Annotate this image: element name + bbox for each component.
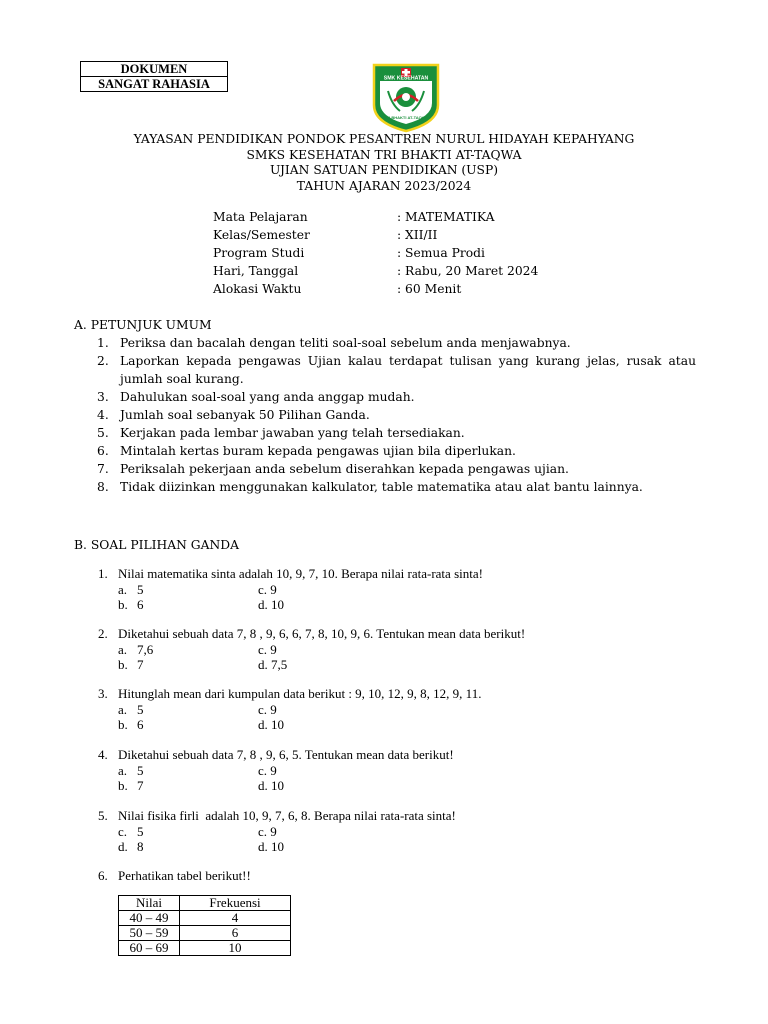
question-number: 6.	[98, 868, 108, 883]
table-cell: 50 – 59	[119, 926, 180, 941]
option-right: d. 10	[258, 778, 284, 793]
stamp-line-1: DOKUMEN	[120, 62, 188, 76]
table-header: Frekuensi	[180, 896, 291, 911]
option-letter: b.	[118, 717, 128, 732]
table-cell: 60 – 69	[119, 941, 180, 956]
option-letter: a.	[118, 642, 128, 657]
option-value: 7	[137, 778, 144, 793]
instruction-item	[74, 478, 696, 496]
question-number: 5.	[98, 808, 108, 823]
instruction-text: Laporkan kepada pengawas Ujian kalau terdapat tulisan yang kurang jelas, rusak atau jumlah soal kurang.	[120, 354, 696, 386]
instruction-text: Mintalah kertas buram kepada pengawas ujian bila diperlukan.	[120, 444, 516, 458]
option-letter: a.	[118, 582, 128, 597]
info-label: Hari, Tanggal	[213, 264, 299, 278]
instruction-number: 5.	[97, 426, 109, 440]
option-right: d. 7,5	[258, 657, 288, 672]
question-3	[98, 686, 481, 732]
instruction-item	[74, 406, 696, 424]
question-text: Perhatikan tabel berikut!!	[118, 868, 251, 883]
header-year: TAHUN AJARAN 2023/2024	[296, 178, 472, 193]
instruction-number: 1.	[97, 336, 109, 350]
info-label: Kelas/Semester	[213, 228, 310, 242]
option-right: c. 9	[258, 702, 277, 717]
instruction-item	[74, 424, 696, 442]
header-school: SMKS KESEHATAN TRI BHAKTI AT-TAQWA	[246, 147, 522, 162]
option-letter: a.	[118, 763, 128, 778]
question-1	[98, 566, 483, 612]
info-value: : Rabu, 20 Maret 2024	[397, 264, 539, 278]
option-row	[98, 597, 483, 612]
instruction-item	[74, 460, 696, 478]
option-right: c. 9	[258, 763, 277, 778]
document-header	[0, 132, 768, 194]
info-row	[213, 226, 613, 244]
option-right: d. 10	[258, 717, 284, 732]
info-label: Alokasi Waktu	[213, 282, 302, 296]
info-row	[213, 280, 613, 298]
option-row	[98, 824, 456, 839]
question-number: 2.	[98, 626, 108, 641]
question-2	[98, 626, 525, 672]
option-value: 7,6	[137, 642, 154, 657]
info-row	[213, 262, 613, 280]
info-value: : 60 Menit	[397, 282, 462, 296]
option-letter: b.	[118, 657, 128, 672]
section-a-title: A. PETUNJUK UMUM	[74, 318, 212, 332]
question-text: Diketahui sebuah data 7, 8 , 9, 6, 6, 7, 8, 10, 9, 6. Tentukan mean data berikut!	[118, 626, 526, 641]
info-value: : MATEMATIKA	[397, 210, 495, 224]
table-cell: 6	[180, 926, 291, 941]
instruction-item	[74, 388, 696, 406]
question-text: Diketahui sebuah data 7, 8 , 9, 6, 5. Tentukan mean data berikut!	[118, 747, 454, 762]
instruction-number: 2.	[97, 354, 109, 368]
option-letter: b.	[118, 778, 128, 793]
instruction-item	[74, 334, 696, 352]
question-number: 3.	[98, 686, 108, 701]
info-value: : Semua Prodi	[397, 246, 485, 260]
option-right: c. 9	[258, 642, 277, 657]
logo-bottom-text: TRI BHAKTI AT-TAQWA	[383, 115, 429, 120]
option-row	[98, 582, 483, 597]
stamp-line-2: SANGAT RAHASIA	[81, 76, 227, 91]
instruction-text: Kerjakan pada lembar jawaban yang telah tersediakan.	[120, 426, 465, 440]
instruction-text: Tidak diizinkan menggunakan kalkulator, table matematika atau alat bantu lainnya.	[120, 480, 643, 494]
section-b-title: B. SOAL PILIHAN GANDA	[74, 538, 239, 552]
option-letter: c.	[118, 824, 128, 839]
question-text: Nilai matematika sinta adalah 10, 9, 7, 10. Berapa nilai rata-rata sinta!	[118, 566, 483, 581]
option-letter: b.	[118, 597, 128, 612]
option-letter: d.	[118, 839, 128, 854]
table-cell: 10	[180, 941, 291, 956]
table-header: Nilai	[119, 896, 180, 911]
info-label: Mata Pelajaran	[213, 210, 308, 224]
option-row	[98, 717, 481, 732]
question-text: Nilai fisika firli adalah 10, 9, 7, 6, 8. Berapa nilai rata-rata sinta!	[118, 808, 456, 823]
instruction-item	[74, 352, 696, 388]
header-exam: UJIAN SATUAN PENDIDIKAN (USP)	[269, 163, 499, 177]
question-6	[98, 868, 251, 884]
table-row	[119, 941, 291, 956]
instruction-item	[74, 442, 696, 460]
option-value: 6	[137, 717, 144, 732]
logo-top-text: SMK KESEHATAN	[383, 75, 429, 82]
table-row	[119, 911, 291, 926]
frequency-table	[118, 895, 291, 956]
option-row	[98, 778, 454, 793]
question-text: Hitunglah mean dari kumpulan data berikut : 9, 10, 12, 9, 8, 12, 9, 11.	[118, 686, 482, 701]
option-value: 8	[137, 839, 144, 854]
option-row	[98, 642, 525, 657]
instruction-number: 4.	[97, 408, 109, 422]
option-right: d. 10	[258, 839, 284, 854]
instruction-number: 3.	[97, 390, 109, 404]
table-cell: 4	[180, 911, 291, 926]
option-value: 5	[137, 702, 144, 717]
info-label: Program Studi	[213, 246, 305, 260]
exam-info	[213, 208, 613, 298]
instruction-number: 7.	[97, 462, 109, 476]
question-4	[98, 747, 454, 793]
option-row	[98, 839, 456, 854]
info-row	[213, 208, 613, 226]
option-value: 5	[137, 824, 144, 839]
info-value: : XII/II	[397, 228, 438, 242]
question-number: 4.	[98, 747, 108, 762]
info-row	[213, 244, 613, 262]
option-value: 6	[137, 597, 144, 612]
question-5	[98, 808, 456, 854]
instruction-text: Dahulukan soal-soal yang anda anggap mudah.	[120, 390, 415, 404]
instruction-number: 6.	[97, 444, 109, 458]
instruction-text: Periksa dan bacalah dengan teliti soal-soal sebelum anda menjawabnya.	[120, 336, 571, 350]
option-value: 7	[137, 657, 144, 672]
option-value: 5	[137, 582, 144, 597]
option-value: 5	[137, 763, 144, 778]
question-number: 1.	[98, 566, 108, 581]
instruction-text: Periksalah pekerjaan anda sebelum diserahkan kepada pengawas ujian.	[120, 462, 569, 476]
option-row	[98, 763, 454, 778]
option-row	[98, 657, 525, 672]
table-header-row	[119, 896, 291, 911]
general-instructions	[74, 317, 696, 496]
table-row	[119, 926, 291, 941]
option-letter: a.	[118, 702, 128, 717]
option-right: c. 9	[258, 582, 277, 597]
instruction-number: 8.	[97, 480, 109, 494]
table-cell: 40 – 49	[119, 911, 180, 926]
option-right: c. 9	[258, 824, 277, 839]
option-right: d. 10	[258, 597, 284, 612]
confidential-stamp	[80, 61, 228, 92]
option-row	[98, 702, 481, 717]
school-logo	[368, 61, 444, 133]
header-foundation: YAYASAN PENDIDIKAN PONDOK PESANTREN NURUL HIDAYAH KEPAHYANG	[133, 132, 635, 146]
instruction-text: Jumlah soal sebanyak 50 Pilihan Ganda.	[120, 408, 370, 422]
